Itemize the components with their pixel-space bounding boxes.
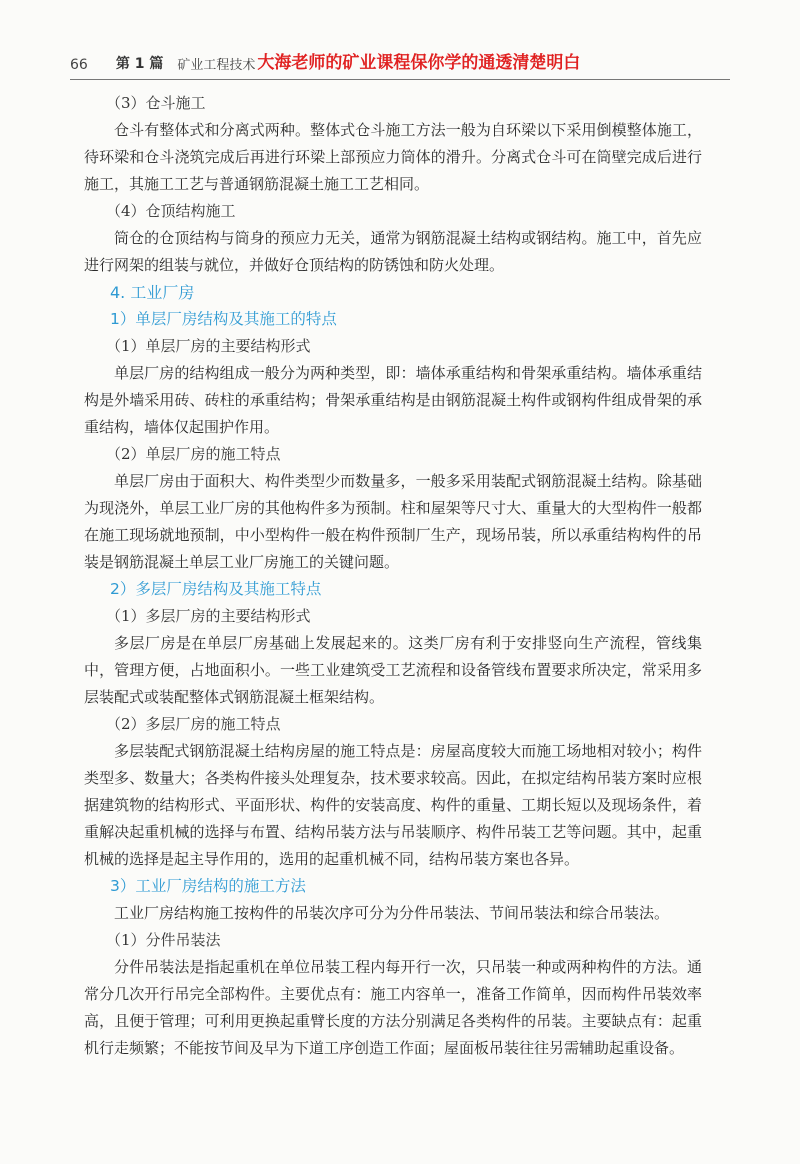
paragraph: 单层厂房的结构组成一般分为两种类型，即：墙体承重结构和骨架承重结构。墙体承重结构是外墙采用砖、砖柱的承重结构；骨架承重结构是由钢筋混凝土构件或钢构件组成骨架的承重结构，墙体仅起围护作用。	[84, 364, 702, 436]
paragraph: 工业厂房结构施工按构件的吊装次序可分为分件吊装法、节间吊装法和综合吊装法。	[114, 904, 670, 922]
subsection-title: 2）多层厂房结构及其施工特点	[110, 580, 322, 598]
paragraph: 分件吊装法是指起重机在单位吊装工程内每开行一次，只吊装一种或两种构件的方法。通常分几次开行吊完全部构件。主要优点有：施工内容单一，准备工作简单，因而构件吊装效率高，且便于管理；可利用更换起重臂长度的方法分别满足各类构件的吊装。主要缺点有：起重机行走频繁；不能按节间及早为下道工序创造工作面；屋面板吊装往往另需辅助起重设备。	[84, 958, 702, 1057]
subsection-heading: （1）单层厂房的主要结构形式	[106, 337, 311, 355]
watermark-text: 大海老师的矿业课程保你学的通透清楚明白	[257, 53, 581, 73]
page-body	[84, 90, 702, 1062]
paragraph: 多层装配式钢筋混凝土结构房屋的施工特点是：房屋高度较大而施工场地相对较小；构件类型多、数量大；各类构件接头处理复杂，技术要求较高。因此，在拟定结构吊装方案时应根据建筑物的结构形式、平面形状、构件的安装高度、构件的重量、工期长短以及现场条件，着重解决起重机械的选择与布置、结构吊装方法与吊装顺序、构件吊装工艺等问题。其中，起重机械的选择是起主导作用的，选用的起重机械不同，结构吊装方案也各异。	[84, 742, 702, 868]
subsection-heading: （4）仓顶结构施工	[106, 202, 236, 220]
subsection-title: 1）单层厂房结构及其施工的特点	[110, 310, 337, 328]
paragraph: 单层厂房由于面积大、构件类型少而数量多，一般多采用装配式钢筋混凝土结构。除基础为现浇外，单层工业厂房的其他构件多为预制。柱和屋架等尺寸大、重量大的大型构件一般都在施工现场就地预制，中小型构件一般在构件预制厂生产，现场吊装，所以承重结构构件的吊装是钢筋混凝土单层工业厂房施工的关键问题。	[84, 472, 702, 571]
paragraph: 多层厂房是在单层厂房基础上发展起来的。这类厂房有利于安排竖向生产流程，管线集中，管理方便，占地面积小。一些工业建筑受工艺流程和设备管线布置要求所决定，常采用多层装配式或装配整体式钢筋混凝土框架结构。	[84, 634, 702, 706]
subsection-heading: （1）分件吊装法	[106, 931, 221, 949]
subsection-heading: （2）单层厂房的施工特点	[106, 445, 281, 463]
chapter-label: 第 1 篇	[115, 56, 164, 72]
paragraph: 仓斗有整体式和分离式两种。整体式仓斗施工方法一般为自环梁以下采用倒模整体施工，待环梁和仓斗浇筑完成后再进行环梁上部预应力筒体的滑升。分离式仓斗可在筒壁完成后进行施工，其施工工艺与普通钢筋混凝土施工工艺相同。	[84, 121, 702, 193]
page-number: 66	[70, 57, 88, 73]
book-title: 矿业工程技术	[177, 58, 256, 73]
paragraph: 筒仓的仓顶结构与筒身的预应力无关，通常为钢筋混凝土结构或钢结构。施工中，首先应进行网架的组装与就位，并做好仓顶结构的防锈蚀和防火处理。	[84, 229, 702, 274]
subsection-title: 3）工业厂房结构的施工方法	[110, 877, 306, 895]
subsection-heading: （1）多层厂房的主要结构形式	[106, 607, 311, 625]
subsection-heading: （2）多层厂房的施工特点	[106, 715, 281, 733]
section-heading: 4. 工业厂房	[110, 283, 195, 302]
page-header	[70, 46, 730, 80]
subsection-heading: （3）仓斗施工	[106, 94, 206, 112]
